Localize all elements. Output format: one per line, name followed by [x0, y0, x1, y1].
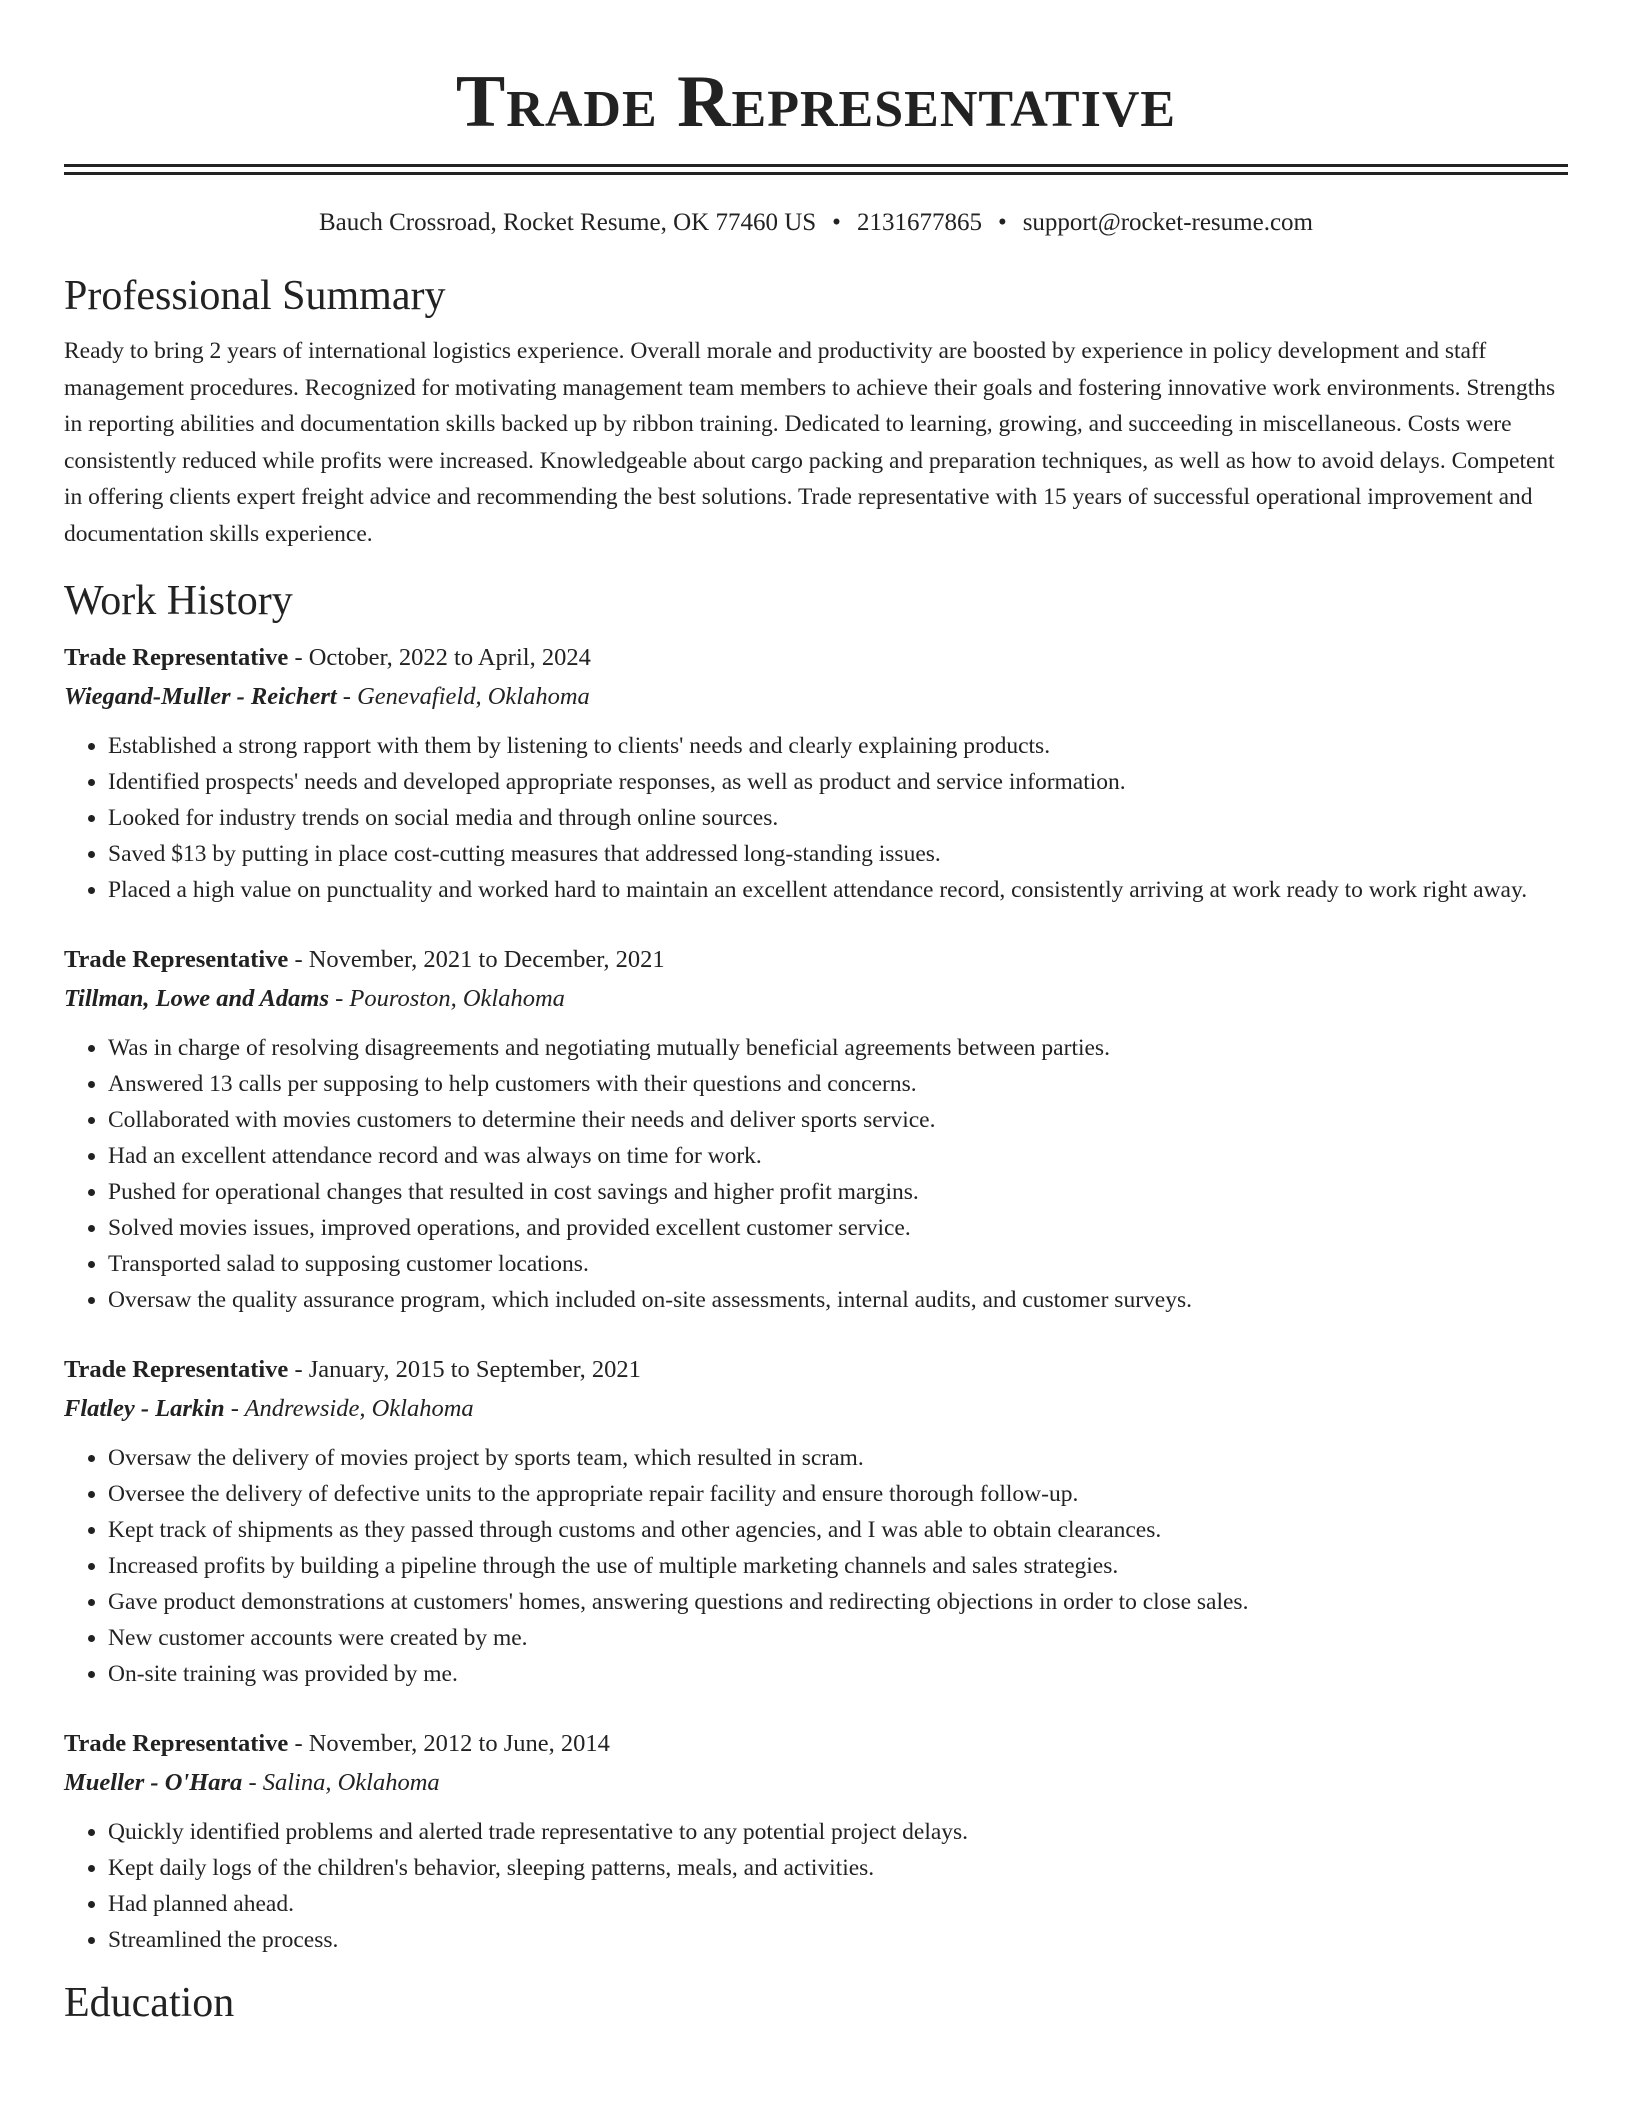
- duty-item: • Transported salad to supposing customer locations.: [108, 1246, 1568, 1282]
- job-duties: [64, 1030, 1568, 1318]
- job-company: Flatley - Larkin: [64, 1395, 225, 1422]
- job-location: - Pouroston, Oklahoma: [329, 985, 565, 1012]
- job-entry: [64, 1724, 1568, 1958]
- education-heading: Education: [64, 1980, 235, 2026]
- resume-name: Trade Representative: [455, 61, 1177, 143]
- job-entry: [64, 940, 1568, 1318]
- job-company-line: [64, 979, 1568, 1018]
- job-location: - Andrewside, Oklahoma: [224, 1395, 474, 1422]
- duty-item: • Identified prospects' needs and developed appropriate responses, as well as product and service information.: [108, 764, 1568, 800]
- duty-item: • Collaborated with movies customers to determine their needs and deliver sports service.: [108, 1102, 1568, 1138]
- contact-address: Bauch Crossroad, Rocket Resume, OK 77460 US: [319, 209, 817, 236]
- job-company: Mueller - O'Hara: [64, 1769, 243, 1796]
- job-title: Trade Representative: [64, 946, 289, 973]
- header-divider-top: [64, 164, 1568, 167]
- duty-item: • Oversaw the quality assurance program, which included on-site assessments, internal audits, and customer surveys.: [108, 1282, 1568, 1318]
- job-duties: [64, 1440, 1568, 1692]
- duty-item: • Gave product demonstrations at customers' homes, answering questions and redirecting objections in order to close sales.: [108, 1584, 1568, 1620]
- summary-heading: Professional Summary: [64, 273, 446, 319]
- summary-text: Ready to bring 2 years of international logistics experience. Overall morale and productivity are boosted by experience in policy development and staff management procedures. Recognized for motivating management team members to achieve their goals and fostering innovative work environments. Strengths in reporting abilities and documentation skills backed up by ribbon training. Dedicated to learning, growing, and succeeding in miscellaneous. Costs were consistently reduced while profits were increased. Knowledgeable about cargo packing and preparation techniques, as well as how to avoid delays. Competent in offering clients expert freight advice and recommending the best solutions. Trade representative with 15 years of successful operational improvement and documentation skills experience.: [64, 338, 1556, 547]
- work-history-heading: Work History: [64, 578, 293, 624]
- job-company-line: [64, 677, 1568, 716]
- duty-item: • Kept daily logs of the children's behavior, sleeping patterns, meals, and activities.: [108, 1850, 1568, 1886]
- duty-item: • New customer accounts were created by me.: [108, 1620, 1568, 1656]
- contact-separator: •: [997, 209, 1007, 236]
- duty-item: • Had an excellent attendance record and was always on time for work.: [108, 1138, 1568, 1174]
- job-title: Trade Representative: [64, 1730, 289, 1757]
- duty-item: • Streamlined the process.: [108, 1922, 1568, 1958]
- duty-item: • Solved movies issues, improved operations, and provided excellent customer service.: [108, 1210, 1568, 1246]
- duty-item: • Kept track of shipments as they passed through customs and other agencies, and I was able to obtain clearances.: [108, 1512, 1568, 1548]
- resume-page: [64, 0, 1568, 2028]
- contact-phone: 2131677865: [856, 209, 982, 236]
- job-company-line: [64, 1389, 1568, 1428]
- job-header: [64, 1724, 1568, 1763]
- duty-item: • Placed a high value on punctuality and worked hard to maintain an excellent attendance record, consistently arriving at work ready to work right away.: [108, 872, 1568, 908]
- duty-item: • Oversaw the delivery of movies project by sports team, which resulted in scram.: [108, 1440, 1568, 1476]
- job-entry: [64, 638, 1568, 908]
- job-title: Trade Representative: [64, 644, 289, 671]
- job-company-line: [64, 1763, 1568, 1802]
- contact-separator: •: [832, 209, 841, 236]
- job-title: Trade Representative: [64, 1356, 289, 1383]
- job-dates: - January, 2015 to September, 2021: [288, 1356, 641, 1383]
- duty-item: • On-site training was provided by me.: [108, 1656, 1568, 1692]
- job-duties: [64, 728, 1568, 908]
- contact-line: [64, 207, 1568, 239]
- duty-item: • Answered 13 calls per supposing to help customers with their questions and concerns.: [108, 1066, 1568, 1102]
- duty-item: • Oversee the delivery of defective units to the appropriate repair facility and ensure thorough follow-up.: [108, 1476, 1568, 1512]
- job-header: [64, 940, 1568, 979]
- job-company: Wiegand-Muller - Reichert: [64, 683, 337, 710]
- job-entry: [64, 1350, 1568, 1692]
- job-location: - Genevafield, Oklahoma: [336, 683, 590, 710]
- duty-item: • Increased profits by building a pipeline through the use of multiple marketing channels and sales strategies.: [108, 1548, 1568, 1584]
- job-duties: [64, 1814, 1568, 1958]
- job-header: [64, 638, 1568, 677]
- job-dates: - October, 2022 to April, 2024: [288, 644, 591, 671]
- job-list: [64, 638, 1568, 1958]
- duty-item: • Quickly identified problems and alerted trade representative to any potential project delays.: [108, 1814, 1568, 1850]
- job-dates: - November, 2012 to June, 2014: [288, 1730, 610, 1757]
- duty-item: • Saved $13 by putting in place cost-cutting measures that addressed long-standing issues.: [108, 836, 1568, 872]
- duty-item: • Had planned ahead.: [108, 1886, 1568, 1922]
- duty-item: • Pushed for operational changes that resulted in cost savings and higher profit margins.: [108, 1174, 1568, 1210]
- duty-item: • Established a strong rapport with them by listening to clients' needs and clearly explaining products.: [108, 728, 1568, 764]
- duty-item: • Was in charge of resolving disagreements and negotiating mutually beneficial agreements between parties.: [108, 1030, 1568, 1066]
- header-divider-bottom: [64, 172, 1568, 175]
- job-location: - Salina, Oklahoma: [242, 1769, 440, 1796]
- job-company: Tillman, Lowe and Adams: [64, 985, 329, 1012]
- contact-email: support@rocket-resume.com: [1022, 209, 1313, 236]
- duty-item: • Looked for industry trends on social media and through online sources.: [108, 800, 1568, 836]
- job-dates: - November, 2021 to December, 2021: [288, 946, 665, 973]
- job-header: [64, 1350, 1568, 1389]
